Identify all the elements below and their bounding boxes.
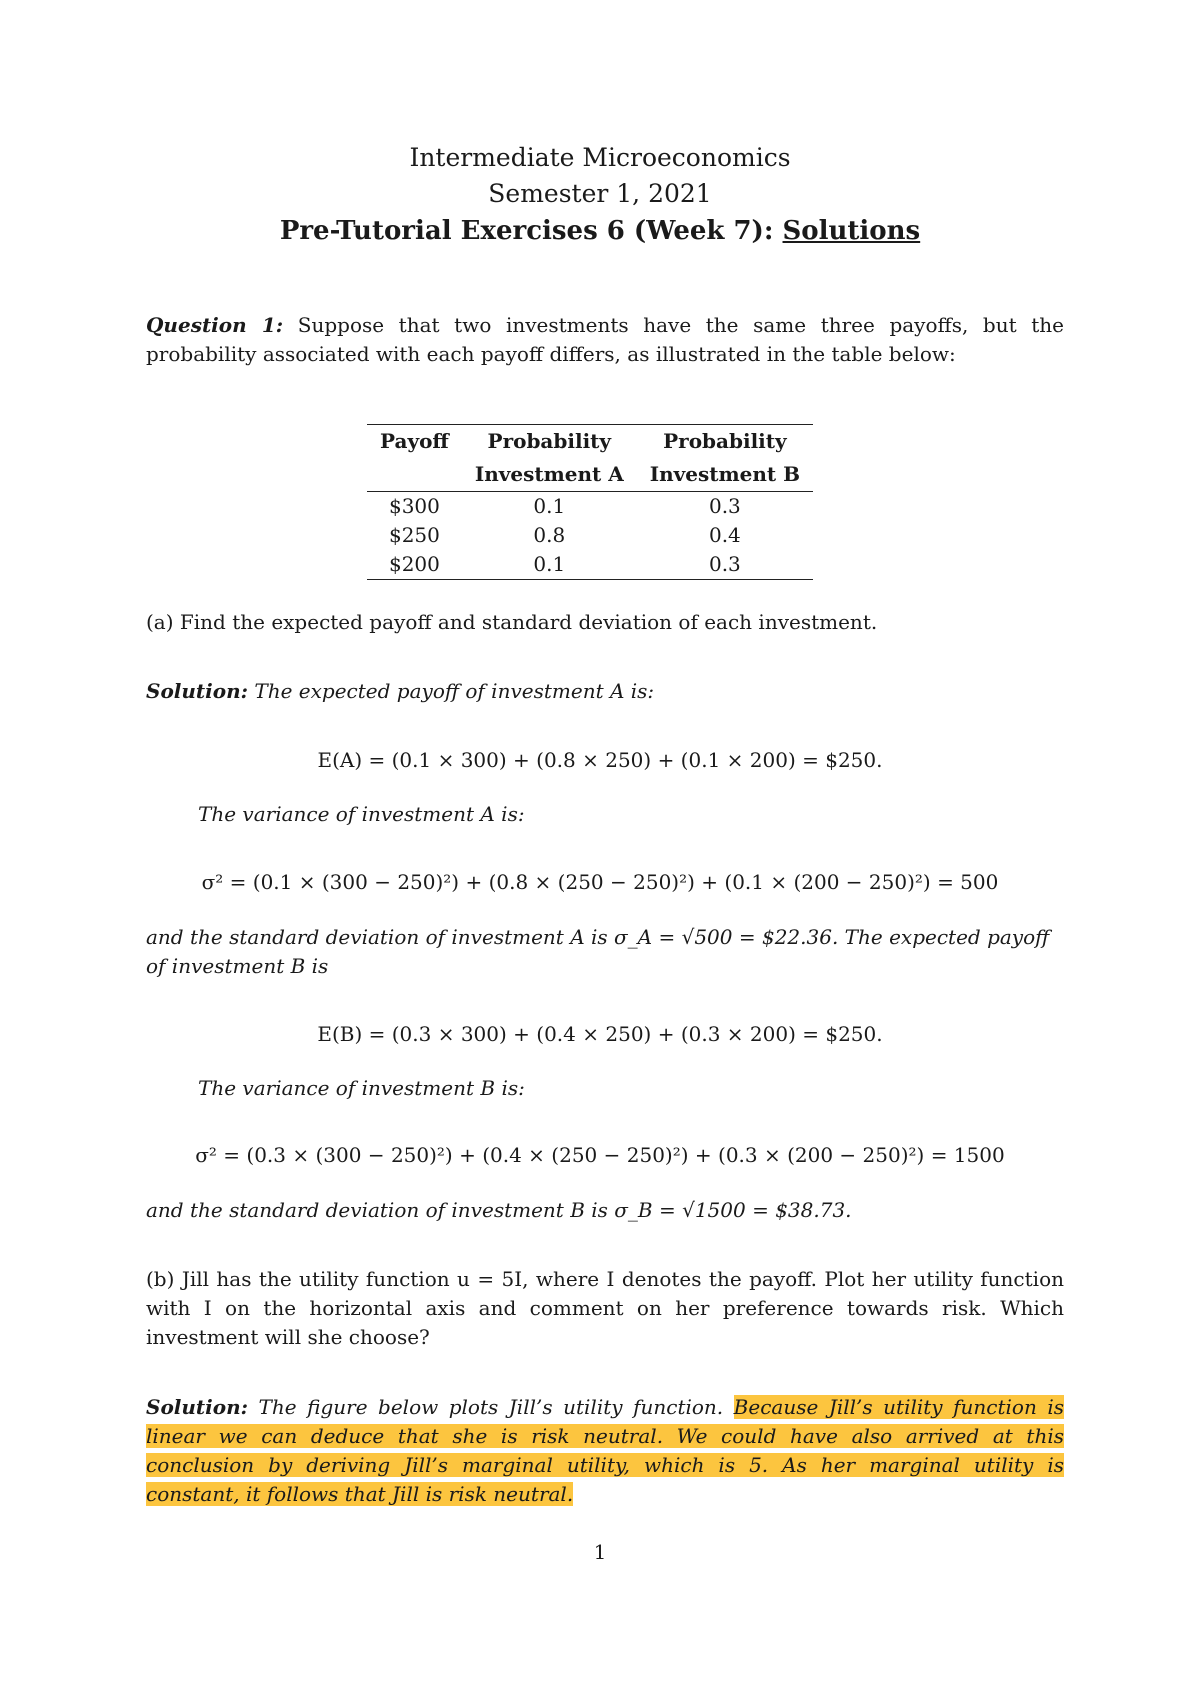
question-1-text: Suppose that two investments have the same three payoffs, but the probability associated with each payoff differs, as illustrated in the table below: (146, 313, 1064, 366)
table-cell: 0.3 (708, 494, 741, 518)
table-cell: 0.1 (533, 552, 566, 576)
table-cell: 0.3 (708, 552, 741, 576)
table-row (367, 521, 813, 550)
document-header (0, 140, 1200, 250)
variance-b-label: The variance of investment B is: (198, 1076, 525, 1100)
table-cell: $250 (388, 523, 440, 547)
table-cell: $300 (388, 494, 440, 518)
equation-expected-b: E(B) = (0.3 × 300) + (0.4 × 250) + (0.3 × 200) = $250. (317, 1022, 883, 1046)
equation-variance-a: σ² = (0.1 × (300 − 250)²) + (0.8 × (250 − 250)²) + (0.1 × (200 − 250)²) = 500 (201, 870, 999, 894)
solution-label: Solution: (146, 679, 249, 703)
question-1-label: Question 1: (146, 313, 284, 337)
solution-intro: The expected payoff of investment A is: (248, 679, 655, 703)
table-header: Payoff (380, 429, 449, 453)
equation-variance-b: σ² = (0.3 × (300 − 250)²) + (0.4 × (250 − 250)²) + (0.3 × (200 − 250)²) = 1500 (195, 1143, 1005, 1167)
highlighted-text: Because Jill’s utility function is linear we can deduce that she is risk neutral. We could have also arrived at this conclusion by deriving Jill’s marginal utility, which is 5. As her marginal utility is constant, it follows that Jill is risk neutral. (146, 1395, 1064, 1506)
sd-a-text: and the standard deviation of investment A is σ_A = √500 = $22.36. The expected payoff of investment B is (146, 925, 1050, 978)
equation-expected-a: E(A) = (0.1 × 300) + (0.8 × 250) + (0.1 × 200) = $250. (317, 748, 883, 772)
table-header (367, 458, 462, 492)
course-title: Intermediate Microeconomics (409, 143, 791, 172)
part-b-question: (b) Jill has the utility function u = 5I, where I denotes the payoff. Plot her utility function with I on the horizontal axis and comment on her preference towards risk. Which investment will she choose? (146, 1267, 1064, 1349)
exercise-title (0, 212, 1200, 250)
table-cell: 0.8 (533, 523, 566, 547)
table-row (367, 550, 813, 580)
table-cell: $200 (388, 552, 440, 576)
payoff-table (367, 424, 813, 580)
sd-b-text: and the standard deviation of investment B is σ_B = √1500 = $38.73. (146, 1198, 852, 1222)
exercise-title-text: Pre-Tutorial Exercises 6 (Week 7): (279, 216, 783, 246)
solution-label: Solution: (146, 1395, 249, 1419)
question-1 (146, 311, 1064, 369)
part-b-solution (146, 1393, 1064, 1509)
table-header: Probability (487, 429, 612, 453)
semester-label: Semester 1, 2021 (488, 179, 712, 208)
table-header: Investment B (637, 458, 813, 492)
table-header: Probability (663, 429, 787, 453)
table-cell: 0.1 (533, 494, 566, 518)
part-a-question: (a) Find the expected payoff and standard deviation of each investment. (146, 610, 878, 634)
solution-intro: The figure below plots Jill’s utility function. (248, 1395, 734, 1419)
variance-a-label: The variance of investment A is: (198, 802, 525, 826)
table-row (367, 492, 813, 522)
table-header: Investment A (462, 458, 637, 492)
table-cell: 0.4 (708, 523, 741, 547)
page-number: 1 (593, 1540, 607, 1564)
solutions-label: Solutions (782, 216, 921, 246)
part-a-solution (146, 677, 1064, 706)
